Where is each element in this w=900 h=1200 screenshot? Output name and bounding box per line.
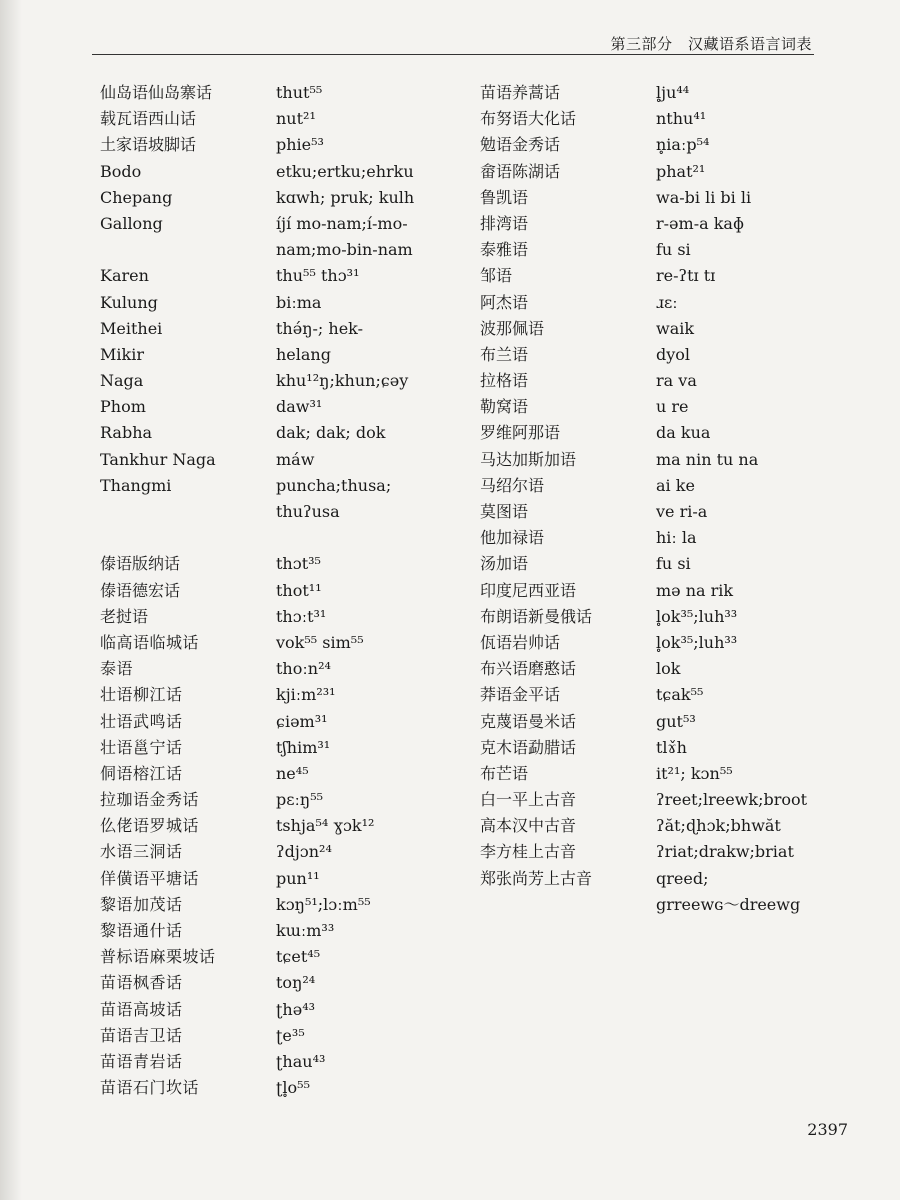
language-name: Phom	[100, 397, 146, 417]
language-name: 载瓦语西山话	[100, 109, 197, 129]
language-name: 侗语榕江话	[100, 763, 183, 783]
language-name: 波那佩语	[480, 318, 545, 338]
page-edge-shadow	[0, 0, 22, 1200]
language-name	[100, 499, 270, 525]
language-name: 苗语青岩话	[100, 1051, 183, 1071]
word-form: tshja⁵⁴ ɣɔk¹²	[276, 816, 375, 836]
language-name: 勒窝语	[480, 397, 529, 417]
language-name: 佯僙语平塘话	[100, 868, 200, 888]
word-form: ai ke	[656, 475, 695, 495]
word-form: fu si	[656, 554, 691, 574]
language-name: 水语三洞话	[100, 842, 183, 862]
word-form: biːma	[276, 292, 322, 312]
word-form: tlɤ̌h	[656, 737, 687, 757]
word-form: lok	[656, 659, 681, 679]
word-form: da kua	[656, 423, 711, 443]
word-form: íjí mo-nam;í-mo-	[276, 213, 408, 233]
language-name: 佤语岩帅话	[480, 632, 561, 652]
language-name: 壮语柳江话	[100, 685, 183, 705]
word-form: pun¹¹	[276, 868, 320, 888]
word-form: ne⁴⁵	[276, 763, 309, 783]
language-name	[100, 525, 270, 551]
language-name: 畲语陈湖话	[480, 161, 561, 181]
language-name: 泰语	[100, 659, 134, 679]
language-name: 拉格语	[480, 371, 529, 391]
language-name: 壮语邕宁话	[100, 737, 183, 757]
language-name: 阿杰语	[480, 292, 529, 312]
word-form: hiː la	[656, 528, 697, 548]
word-form: l̥ok³⁵;luh³³	[656, 606, 738, 626]
word-form: etku;ertku;ehrku	[276, 161, 414, 181]
word-form: fu si	[656, 240, 691, 260]
language-name: 土家语坡脚话	[100, 135, 197, 155]
language-name: Gallong	[100, 213, 163, 233]
word-form: thuʔusa	[276, 502, 340, 521]
word-form: waik	[656, 318, 695, 338]
word-form: thɔːt³¹	[276, 606, 327, 626]
language-name: 仫佬语罗城话	[100, 816, 200, 836]
language-name: 布兰语	[480, 344, 529, 364]
language-name: 布朗语新曼俄话	[480, 606, 593, 626]
word-form: toŋ²⁴	[276, 973, 316, 993]
language-name: 布努语大化话	[480, 109, 577, 129]
word-form: ʈhə⁴³	[276, 999, 316, 1019]
right-languages-column	[480, 80, 650, 918]
language-name: 罗维阿那语	[480, 423, 561, 443]
language-name: 高本汉中古音	[480, 816, 577, 836]
language-name: 布兴语磨憨话	[480, 659, 577, 679]
language-name: 普标语麻栗坡话	[100, 947, 216, 967]
language-name: 莫图语	[480, 502, 529, 521]
word-form: ʈe³⁵	[276, 1025, 305, 1045]
word-form: gut⁵³	[656, 711, 696, 731]
word-form: phat²¹	[656, 161, 706, 181]
word-form: u re	[656, 397, 689, 417]
language-name: 鲁凯语	[480, 187, 529, 207]
word-form: tʃhim³¹	[276, 737, 331, 757]
word-form: ʔdjɔn²⁴	[276, 842, 332, 862]
language-name: 克木语勐腊话	[480, 737, 577, 757]
language-name: Bodo	[100, 161, 142, 181]
word-form: nut²¹	[276, 109, 316, 129]
language-name	[100, 237, 270, 263]
language-name: 拉珈语金秀话	[100, 790, 200, 810]
word-form: ma nin tu na	[656, 449, 759, 469]
language-name: 他加禄语	[480, 528, 545, 548]
left-forms-column	[276, 80, 476, 1101]
word-form: thut⁵⁵	[276, 83, 323, 102]
language-name: 老挝语	[100, 606, 149, 626]
word-form: ʔriat;drakw;briat	[656, 842, 794, 862]
page-number: 2397	[807, 1120, 848, 1139]
word-form: kɔŋ⁵¹;lɔːm⁵⁵	[276, 894, 371, 914]
language-name: 勉语金秀话	[480, 135, 561, 155]
language-name: 汤加语	[480, 554, 529, 574]
language-name: 郑张尚芳上古音	[480, 868, 593, 888]
word-form: phie⁵³	[276, 135, 324, 155]
language-name: Naga	[100, 371, 144, 391]
right-forms-column	[656, 80, 826, 918]
word-form: khu¹²ŋ;khun;ɕəy	[276, 371, 409, 391]
word-form: vok⁵⁵ sim⁵⁵	[276, 632, 364, 652]
word-form: ʔăt;ɖhɔk;bhwăt	[656, 816, 781, 836]
word-form: dyol	[656, 344, 691, 364]
word-form: kɑwh; pruk; kulh	[276, 187, 415, 207]
word-form: pɛːŋ⁵⁵	[276, 790, 324, 810]
word-form: l̥ok³⁵;luh³³	[656, 632, 738, 652]
language-name: Tankhur Naga	[100, 449, 216, 469]
language-name	[480, 892, 650, 918]
language-name: 壮语武鸣话	[100, 711, 183, 731]
word-form: tɕet⁴⁵	[276, 947, 321, 967]
word-form: nam;mo-bin-nam	[276, 240, 413, 260]
word-form: thɔt³⁵	[276, 554, 321, 574]
word-form: kɯːm³³	[276, 921, 335, 940]
word-form: l̥ju⁴⁴	[656, 83, 690, 102]
word-form: ɕiəm³¹	[276, 711, 328, 731]
word-form: thoːn²⁴	[276, 659, 331, 679]
running-header: 第三部分 汉藏语系语言词表	[610, 35, 812, 53]
word-form: wa-bi li bi li	[656, 187, 752, 207]
word-form: thə́ŋ-; hek-	[276, 318, 363, 338]
language-name: Meithei	[100, 318, 163, 338]
language-name: 傣语版纳话	[100, 554, 181, 574]
word-form: puncha;thusa;	[276, 475, 392, 495]
language-name: 临高语临城话	[100, 632, 200, 652]
word-form: re-ʔtɪ tɪ	[656, 266, 716, 286]
language-name: 李方桂上古音	[480, 842, 577, 862]
language-name: Rabha	[100, 423, 153, 443]
language-name: Thangmi	[100, 475, 172, 495]
language-name: 黎语加茂话	[100, 894, 183, 914]
language-name: 白一平上古音	[480, 790, 577, 810]
language-name: 苗语枫香话	[100, 973, 183, 993]
word-form: n̥iaːp⁵⁴	[656, 135, 710, 155]
language-name: 莽语金平话	[480, 685, 561, 705]
left-languages-column	[100, 80, 270, 1101]
language-name: 布芒语	[480, 763, 529, 783]
word-form: ve ri-a	[656, 502, 708, 521]
word-form: mə na rik	[656, 580, 734, 600]
language-name: 苗语养蒿话	[480, 83, 561, 102]
word-form: ʈl̥o⁵⁵	[276, 1078, 311, 1098]
word-form: dak; dak; dok	[276, 423, 386, 443]
language-name: 排湾语	[480, 213, 529, 233]
word-form: ra va	[656, 371, 697, 391]
language-name: Chepang	[100, 187, 173, 207]
word-form: it²¹; kɔn⁵⁵	[656, 763, 733, 783]
language-name: 苗语吉卫话	[100, 1025, 183, 1045]
word-form	[276, 525, 476, 551]
word-form: ʈhau⁴³	[276, 1051, 326, 1071]
word-form: thu⁵⁵ thɔ³¹	[276, 266, 360, 286]
language-name: 邹语	[480, 266, 513, 286]
language-name: Karen	[100, 266, 149, 286]
language-name: 泰雅语	[480, 240, 529, 260]
language-name: 仙岛语仙岛寨话	[100, 83, 213, 102]
word-form: máw	[276, 449, 315, 469]
header-rule	[92, 54, 814, 55]
word-form: ʔreet;lreewk;broot	[656, 790, 808, 810]
language-name: 苗语高坡话	[100, 999, 183, 1019]
word-form: r-əm-a kaɸ	[656, 213, 745, 233]
language-name: 克蔑语曼米话	[480, 711, 577, 731]
language-name: 马达加斯加语	[480, 449, 577, 469]
word-form: ɹɛː	[656, 292, 678, 312]
language-name: 黎语通什话	[100, 921, 183, 940]
word-form: kjiːm²³¹	[276, 685, 336, 705]
language-name: 马绍尔语	[480, 475, 545, 495]
word-form: thot¹¹	[276, 580, 322, 600]
language-name: 苗语石门坎话	[100, 1078, 200, 1098]
word-form: grreewɢ～dreewg	[656, 894, 801, 914]
word-form: nthu⁴¹	[656, 109, 707, 129]
language-name: 傣语德宏话	[100, 580, 181, 600]
word-form: daw³¹	[276, 397, 323, 417]
word-form: qreed;	[656, 868, 709, 888]
language-name: 印度尼西亚语	[480, 580, 577, 600]
language-name: Kulung	[100, 292, 158, 312]
language-name: Mikir	[100, 344, 144, 364]
word-form: helang	[276, 344, 331, 364]
word-form: tɕak⁵⁵	[656, 685, 704, 705]
